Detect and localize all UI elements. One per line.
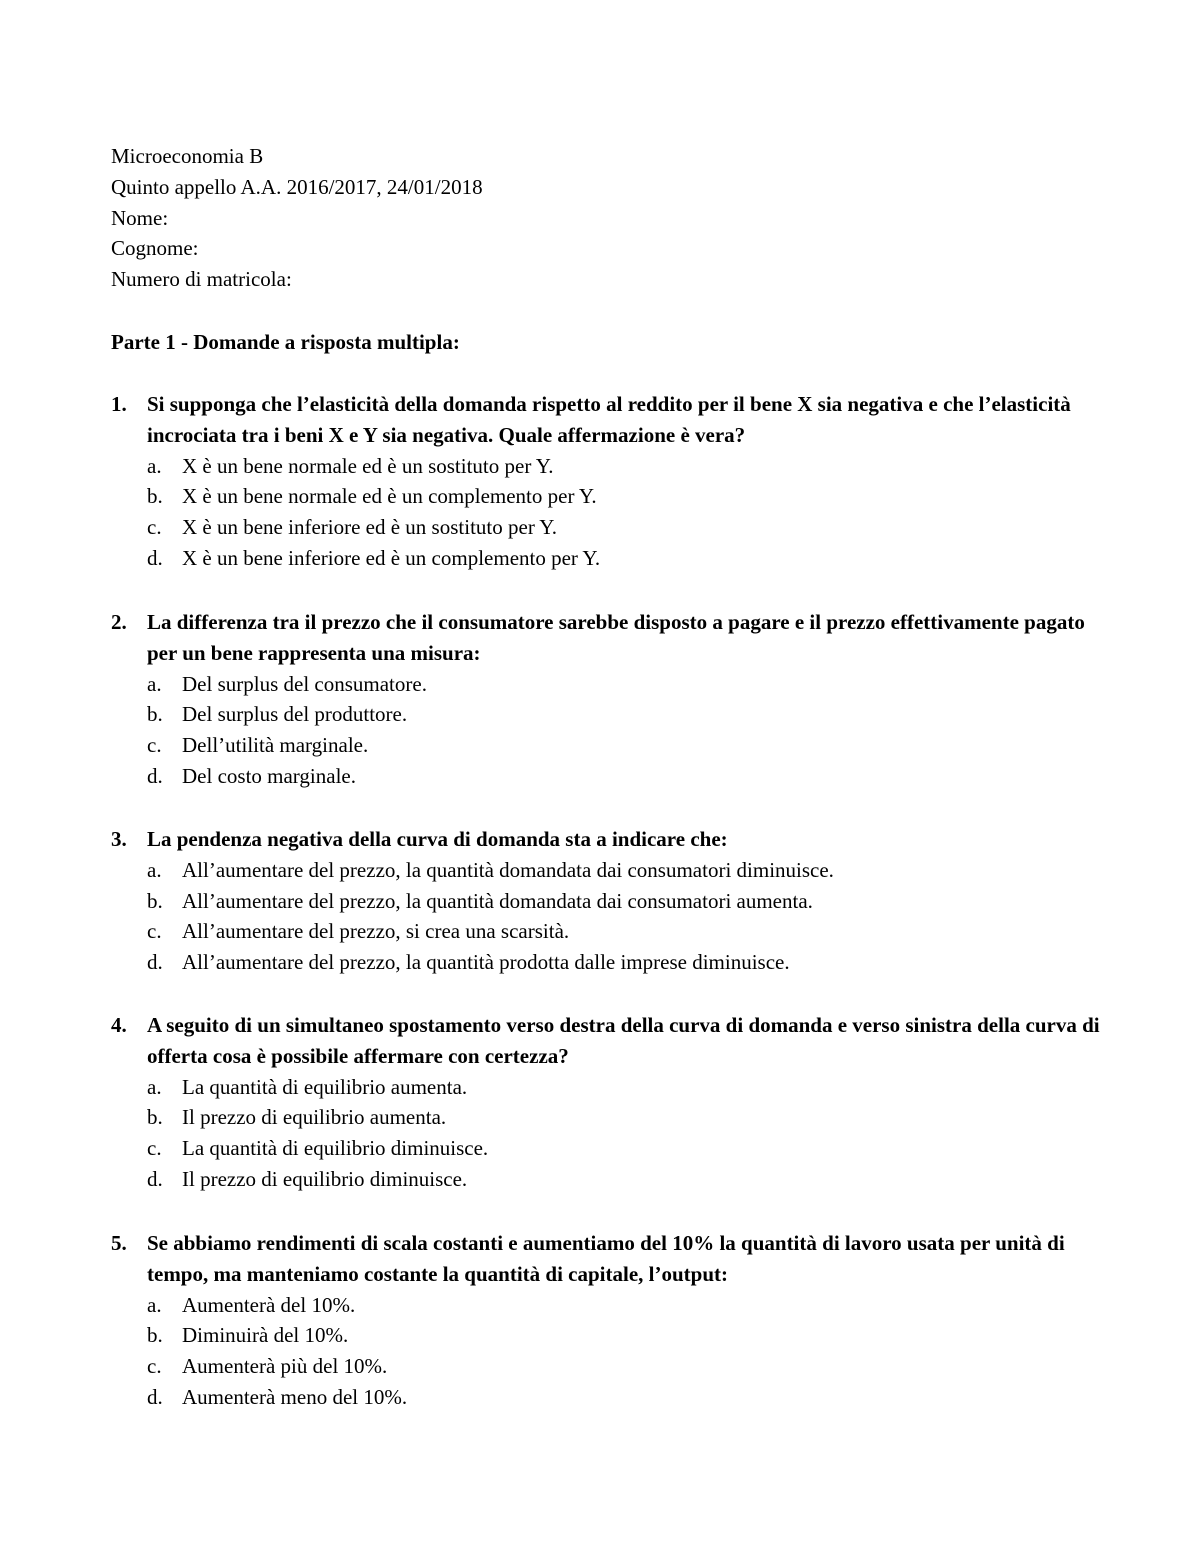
answer-option xyxy=(111,1133,1101,1164)
option-letter: c. xyxy=(147,733,162,758)
question-stem xyxy=(111,1228,1101,1290)
option-text: Del surplus del produttore. xyxy=(182,702,408,727)
option-letter: d. xyxy=(147,1166,163,1191)
option-text: X è un bene inferiore ed è un sostituto per Y. xyxy=(182,515,557,540)
question-5 xyxy=(111,1228,1101,1413)
option-letter: a. xyxy=(147,1074,162,1099)
section-title: Parte 1 - Domande a risposta multipla: xyxy=(111,330,460,354)
option-letter: c. xyxy=(147,1136,162,1161)
option-text: Aumenterà più del 10%. xyxy=(182,1354,388,1379)
option-text: All’aumentare del prezzo, si crea una scarsità. xyxy=(182,919,570,944)
option-letter: d. xyxy=(147,545,163,570)
answer-option xyxy=(111,730,1101,761)
option-text: Il prezzo di equilibrio aumenta. xyxy=(182,1105,447,1130)
question-stem xyxy=(111,824,1101,855)
option-text: Del surplus del consumatore. xyxy=(182,671,427,696)
option-letter: c. xyxy=(147,515,162,540)
option-letter: c. xyxy=(147,919,162,944)
answer-option xyxy=(111,1164,1101,1195)
option-text: La quantità di equilibrio aumenta. xyxy=(182,1074,468,1099)
answer-option xyxy=(111,669,1101,700)
question-stem xyxy=(111,389,1101,451)
option-text: All’aumentare del prezzo, la quantità domandata dai consumatori aumenta. xyxy=(182,888,813,913)
option-text: La quantità di equilibrio diminuisce. xyxy=(182,1136,489,1161)
answer-option xyxy=(111,947,1101,978)
answer-options xyxy=(111,1290,1101,1413)
answer-options xyxy=(111,669,1101,792)
question-text: A seguito di un simultaneo spostamento verso destra della curva di domanda e verso sinistra della curva di offerta cosa è possibile affermare con certezza? xyxy=(147,1013,1100,1068)
answer-option xyxy=(111,1351,1101,1382)
option-letter: a. xyxy=(147,1292,162,1317)
name-label: Nome: xyxy=(111,205,169,230)
option-letter: d. xyxy=(147,1384,163,1409)
student-id-label: Numero di matricola: xyxy=(111,267,292,292)
answer-options xyxy=(111,1072,1101,1195)
option-text: Diminuirà del 10%. xyxy=(182,1323,349,1348)
answer-option xyxy=(111,512,1101,543)
answer-option xyxy=(111,916,1101,947)
answer-option xyxy=(111,543,1101,574)
option-letter: b. xyxy=(147,888,163,913)
answer-option xyxy=(111,1290,1101,1321)
answer-option xyxy=(111,481,1101,512)
question-2 xyxy=(111,607,1101,792)
option-text: Aumenterà del 10%. xyxy=(182,1292,356,1317)
option-text: X è un bene normale ed è un complemento per Y. xyxy=(182,484,597,509)
question-4 xyxy=(111,1010,1101,1195)
option-letter: b. xyxy=(147,1323,163,1348)
option-text: Il prezzo di equilibrio diminuisce. xyxy=(182,1166,468,1191)
option-letter: a. xyxy=(147,671,162,696)
question-text: La differenza tra il prezzo che il consumatore sarebbe disposto a pagare e il prezzo effettivamente pagato per un bene rappresenta una misura: xyxy=(147,610,1085,665)
option-letter: b. xyxy=(147,702,163,727)
option-letter: a. xyxy=(147,453,162,478)
option-letter: b. xyxy=(147,484,163,509)
answer-option xyxy=(111,1320,1101,1351)
question-3 xyxy=(111,824,1101,978)
option-letter: c. xyxy=(147,1354,162,1379)
question-text: Se abbiamo rendimenti di scala costanti e aumentiamo del 10% la quantità di lavoro usata per unità di tempo, ma manteniamo costante la quantità di capitale, l’output: xyxy=(147,1231,1065,1286)
option-text: All’aumentare del prezzo, la quantità domandata dai consumatori diminuisce. xyxy=(182,857,834,882)
answer-options xyxy=(111,855,1101,978)
question-number: 5. xyxy=(111,1231,127,1255)
option-text: X è un bene inferiore ed è un complemento per Y. xyxy=(182,545,601,570)
option-text: Dell’utilità marginale. xyxy=(182,733,369,758)
option-text: X è un bene normale ed è un sostituto per Y. xyxy=(182,453,554,478)
question-number: 3. xyxy=(111,827,127,851)
answer-option xyxy=(111,1382,1101,1413)
option-text: All’aumentare del prezzo, la quantità prodotta dalle imprese diminuisce. xyxy=(182,950,790,975)
answer-option xyxy=(111,855,1101,886)
exam-header xyxy=(111,141,483,295)
answer-option xyxy=(111,699,1101,730)
answer-option xyxy=(111,451,1101,482)
course-title: Microeconomia B xyxy=(111,144,264,168)
question-number: 1. xyxy=(111,392,127,416)
question-number: 4. xyxy=(111,1013,127,1037)
answer-option xyxy=(111,1072,1101,1103)
option-text: Del costo marginale. xyxy=(182,763,356,788)
answer-option xyxy=(111,1102,1101,1133)
question-number: 2. xyxy=(111,610,127,634)
question-stem xyxy=(111,607,1101,669)
answer-option xyxy=(111,886,1101,917)
question-1 xyxy=(111,389,1101,574)
exam-session: Quinto appello A.A. 2016/2017, 24/01/2018 xyxy=(111,174,483,199)
answer-options xyxy=(111,451,1101,574)
answer-option xyxy=(111,761,1101,792)
surname-label: Cognome: xyxy=(111,236,199,261)
option-letter: a. xyxy=(147,857,162,882)
question-text: Si supponga che l’elasticità della domanda rispetto al reddito per il bene X sia negativa e che l’elasticità incrociata tra i beni X e Y sia negativa. Quale affermazione è vera? xyxy=(147,392,1071,447)
option-text: Aumenterà meno del 10%. xyxy=(182,1384,408,1409)
question-stem xyxy=(111,1010,1101,1072)
question-text: La pendenza negativa della curva di domanda sta a indicare che: xyxy=(147,827,728,851)
option-letter: b. xyxy=(147,1105,163,1130)
option-letter: d. xyxy=(147,763,163,788)
option-letter: d. xyxy=(147,950,163,975)
